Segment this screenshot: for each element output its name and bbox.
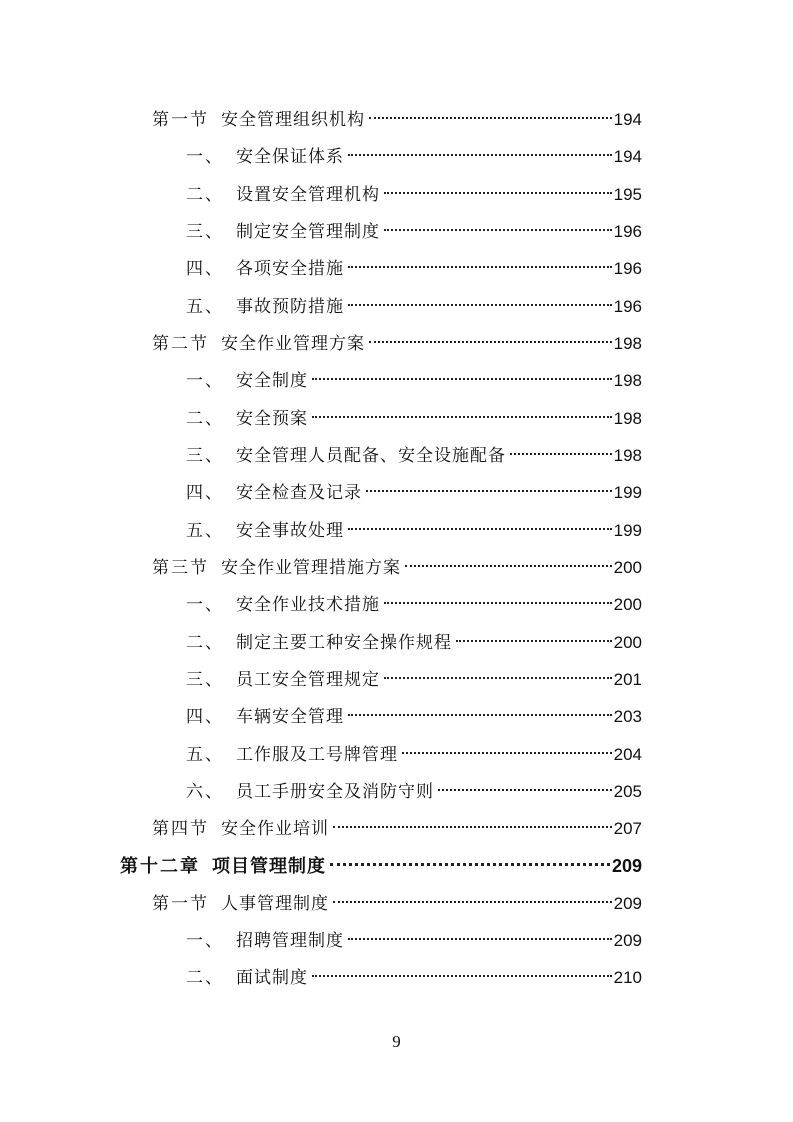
toc-entry[interactable] [186,590,642,620]
toc-entry-number: 五、 [186,297,224,317]
toc-entry-number: 第四节 [152,819,209,839]
toc-entry[interactable] [152,553,642,583]
toc-entry[interactable] [186,926,642,956]
toc-entry-title: 安全预案 [236,409,308,429]
toc-entry-number: 一、 [186,371,224,391]
toc-entry-page: 194 [613,147,642,166]
toc-entry-number: 一、 [186,595,224,615]
toc-entry-number: 三、 [186,446,224,466]
toc-entry-page: 207 [613,819,642,838]
toc-entry-page: 209 [613,894,642,913]
toc-entry-page: 199 [613,521,642,540]
toc-entry[interactable] [186,702,642,732]
toc-entry-page: 194 [613,110,642,129]
toc-entry-title: 制定安全管理制度 [236,222,380,242]
toc-dot-leader [402,752,612,754]
toc-entry-page: 210 [613,968,642,987]
toc-entry-number: 四、 [186,707,224,727]
toc-entry-number: 二、 [186,968,224,988]
toc-entry[interactable] [186,142,642,172]
toc-entry[interactable] [152,329,642,359]
toc-entry[interactable] [186,628,642,658]
toc-entry[interactable] [186,217,642,247]
toc-entry-number: 四、 [186,483,224,503]
toc-entry-title: 项目管理制度 [212,856,326,877]
toc-dot-leader [405,565,612,567]
toc-entry-page: 196 [613,222,642,241]
toc-entry-title: 人事管理制度 [221,894,329,914]
toc-entry-page: 196 [613,259,642,278]
toc-entry-title: 安全制度 [236,371,308,391]
toc-entry-number: 五、 [186,521,224,541]
toc-entry-page: 196 [613,297,642,316]
toc-entry-title: 安全检查及记录 [236,483,362,503]
toc-entry[interactable] [152,814,642,844]
toc-dot-leader [312,975,612,977]
toc-dot-leader [312,378,612,380]
toc-entry[interactable] [186,254,642,284]
toc-dot-leader [333,901,612,903]
toc-entry-title: 安全作业管理措施方案 [221,558,401,578]
toc-entry-title: 安全作业技术措施 [236,595,380,615]
toc-entry-number: 二、 [186,633,224,653]
toc-entry[interactable] [186,366,642,396]
toc-dot-leader [348,304,612,306]
page-number: 9 [392,1032,401,1051]
toc-entry-number: 一、 [186,931,224,951]
toc-entry-number: 二、 [186,185,224,205]
toc-dot-leader [348,154,612,156]
toc-entry-title: 面试制度 [236,968,308,988]
toc-entry-page: 198 [613,334,642,353]
toc-entry-title: 设置安全管理机构 [236,185,380,205]
toc-dot-leader [369,117,612,119]
toc-entry-page: 198 [613,409,642,428]
toc-entry-number: 二、 [186,409,224,429]
toc-entry-title: 员工安全管理规定 [236,670,380,690]
toc-entry-title: 安全作业培训 [221,819,329,839]
toc-entry-number: 一、 [186,147,224,167]
toc-dot-leader [369,341,612,343]
toc-entry-number: 五、 [186,745,224,765]
toc-dot-leader [348,714,612,716]
toc-entry-page: 198 [613,446,642,465]
toc-entry-number: 第十二章 [120,856,200,877]
toc-entry[interactable] [186,963,642,993]
toc-entry-page: 204 [613,745,642,764]
toc-entry[interactable] [186,292,642,322]
toc-entry[interactable] [152,889,642,919]
toc-dot-leader [348,938,612,940]
toc-dot-leader [384,677,612,679]
toc-entry[interactable] [186,404,642,434]
toc-dot-leader [333,826,612,828]
toc-entry-number: 四、 [186,259,224,279]
toc-entry-page: 200 [613,595,642,614]
toc-entry-title: 安全保证体系 [236,147,344,167]
toc-entry-page: 209 [613,931,642,950]
toc-entry-number: 第二节 [152,334,209,354]
toc-entry-page: 200 [613,558,642,577]
toc-entry[interactable] [186,441,642,471]
toc-dot-leader [384,192,612,194]
toc-entry[interactable] [186,740,642,770]
toc-entry-title: 工作服及工号牌管理 [236,745,398,765]
toc-entry-title: 安全作业管理方案 [221,334,365,354]
toc-chapter-entry[interactable] [120,851,642,881]
toc-entry-number: 第三节 [152,558,209,578]
toc-entry-page: 199 [613,483,642,502]
toc-entry[interactable] [152,105,642,135]
toc-dot-leader [384,229,612,231]
toc-dot-leader [348,266,612,268]
toc-dot-leader [366,490,612,492]
toc-entry-number: 三、 [186,222,224,242]
toc-dot-leader [330,863,610,866]
toc-entry[interactable] [186,478,642,508]
toc-entry-number: 第一节 [152,110,209,130]
toc-entry-page: 195 [613,185,642,204]
toc-entry-title: 车辆安全管理 [236,707,344,727]
toc-entry-page: 203 [613,707,642,726]
toc-entry-title: 安全管理组织机构 [221,110,365,130]
toc-entry-number: 三、 [186,670,224,690]
toc-entry-title: 招聘管理制度 [236,931,344,951]
toc-dot-leader [438,789,612,791]
toc-dot-leader [348,528,612,530]
toc-dot-leader [456,640,612,642]
toc-entry-page: 209 [611,856,642,876]
toc-entry[interactable] [186,516,642,546]
toc-entry-number: 第一节 [152,894,209,914]
toc-entry-page: 200 [613,633,642,652]
toc-dot-leader [510,453,612,455]
toc-entry-number: 六、 [186,782,224,802]
toc-dot-leader [312,416,612,418]
toc-entry-title: 安全管理人员配备、安全设施配备 [236,446,506,466]
toc-entry-page: 205 [613,782,642,801]
toc-entry-title: 事故预防措施 [236,297,344,317]
toc-entry-page: 201 [613,670,642,689]
toc-entry[interactable] [186,180,642,210]
toc-entry-page: 198 [613,371,642,390]
toc-entry[interactable] [186,665,642,695]
toc-dot-leader [384,602,612,604]
toc-entry-title: 安全事故处理 [236,521,344,541]
toc-entry[interactable] [186,777,642,807]
toc-entry-title: 各项安全措施 [236,259,344,279]
toc-entry-title: 员工手册安全及消防守则 [236,782,434,802]
toc-entry-title: 制定主要工种安全操作规程 [236,633,452,653]
